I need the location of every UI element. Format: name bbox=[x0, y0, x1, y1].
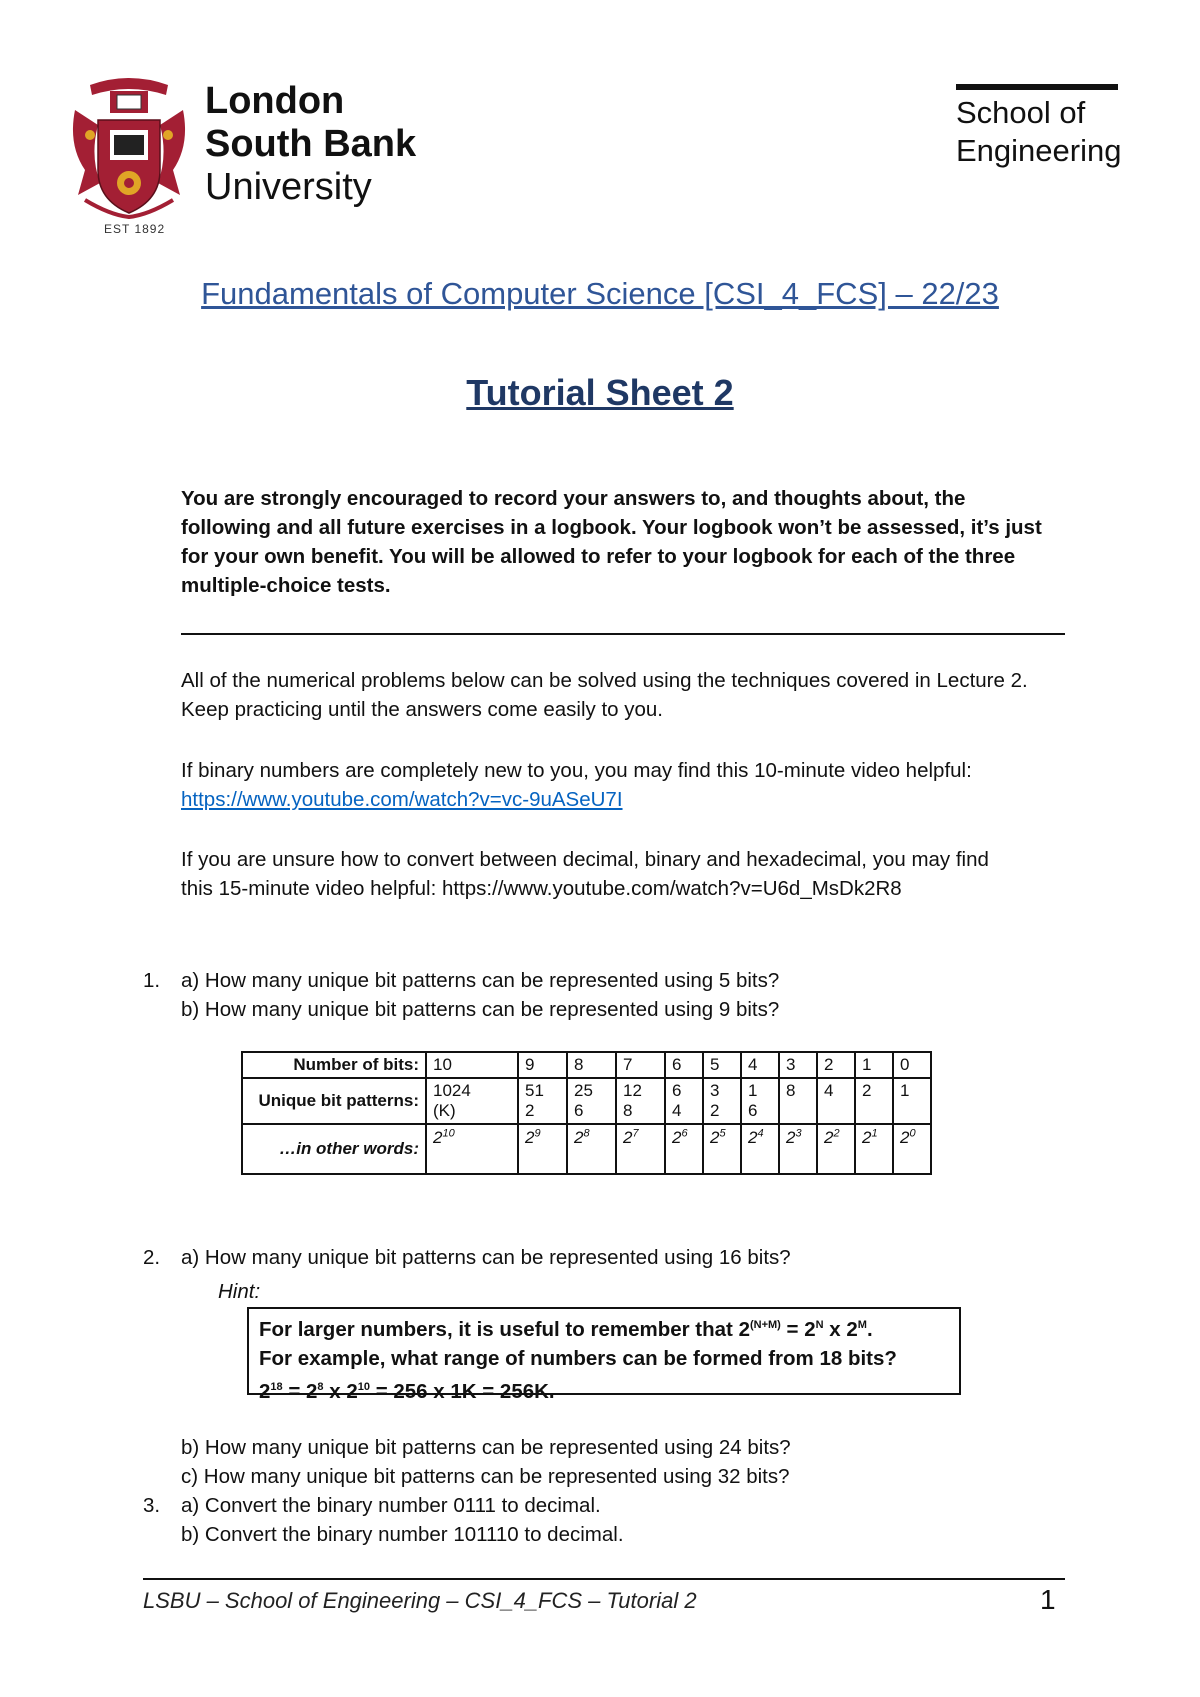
table-row-header: Number of bits: bbox=[242, 1052, 426, 1078]
table-cell: 4 bbox=[817, 1078, 855, 1124]
table-cell: $2^7$ bbox=[616, 1124, 665, 1174]
table-cell: 6 bbox=[665, 1052, 703, 1078]
table-cell: $2^8$ bbox=[567, 1124, 616, 1174]
table-row-bits bbox=[242, 1052, 931, 1078]
tutorial-title: Tutorial Sheet 2 bbox=[466, 372, 734, 413]
table-cell: 1 bbox=[893, 1078, 931, 1124]
table-row-header: …in other words: bbox=[242, 1124, 426, 1174]
school-line-2: Engineering bbox=[956, 133, 1122, 168]
table-cell: $2^3$ bbox=[779, 1124, 817, 1174]
hint-line-1: For larger numbers, it is useful to remember that $2^{(N+M)} = 2^N$ x $2^M$. bbox=[259, 1317, 873, 1341]
table-cell: 0 bbox=[893, 1052, 931, 1078]
table-cell: $2^1$ bbox=[855, 1124, 893, 1174]
school-line-1: School of bbox=[956, 95, 1086, 130]
school-name bbox=[956, 94, 1121, 170]
university-name bbox=[205, 80, 416, 209]
table-cell: 8 bbox=[567, 1052, 616, 1078]
table-cell: $2^{10}$ bbox=[426, 1124, 518, 1174]
footer-text: LSBU – School of Engineering – CSI_4_FCS – Tutorial 2 bbox=[143, 1588, 697, 1613]
table-cell: 25 6 bbox=[567, 1078, 616, 1124]
conversion-video-note-line2: this 15-minute video helpful: https://www.youtube.com/watch?v=U6d_MsDk2R8 bbox=[181, 877, 902, 900]
lecture-note: All of the numerical problems below can be solved using the techniques covered in Lecture 2. Keep practicing until the answers come easily to you. bbox=[181, 669, 1028, 721]
section-divider bbox=[181, 633, 1065, 635]
logbook-instructions: You are strongly encouraged to record your answers to, and thoughts about, the following and all future exercises in a logbook. Your logbook won’t be assessed, it’s just for your own benefit. You will be allowed to refer to your logbook for each of the three multiple-choice tests. bbox=[181, 487, 1042, 597]
table-cell: 8 bbox=[779, 1078, 817, 1124]
conversion-video-note-line1: If you are unsure how to convert between decimal, binary and hexadecimal, you may find bbox=[181, 848, 989, 871]
table-cell: 9 bbox=[518, 1052, 567, 1078]
hint-line-3: $2^{18} = 2^8$ x $2^{10} = 256$ x 1K = 256K. bbox=[259, 1379, 555, 1403]
table-cell: $2^4$ bbox=[741, 1124, 779, 1174]
table-row-header: Unique bit patterns: bbox=[242, 1078, 426, 1124]
bit-patterns-table bbox=[241, 1051, 932, 1175]
question-1a: a) How many unique bit patterns can be represented using 5 bits? bbox=[181, 969, 780, 992]
table-cell: $2^9$ bbox=[518, 1124, 567, 1174]
binary-video-note: If binary numbers are completely new to you, you may find this 10-minute video helpful: bbox=[181, 759, 972, 782]
university-crest-logo bbox=[70, 75, 188, 220]
school-rule bbox=[956, 84, 1118, 90]
table-cell: 10 bbox=[426, 1052, 518, 1078]
table-cell: 2 bbox=[855, 1078, 893, 1124]
table-cell: 2 bbox=[817, 1052, 855, 1078]
question-1-number: 1. bbox=[143, 969, 161, 992]
table-cell: 7 bbox=[616, 1052, 665, 1078]
logo-line-1: London bbox=[205, 80, 345, 122]
question-1b: b) How many unique bit patterns can be represented using 9 bits? bbox=[181, 998, 780, 1021]
table-cell: $2^2$ bbox=[817, 1124, 855, 1174]
table-cell: $2^0$ bbox=[893, 1124, 931, 1174]
table-cell: 3 bbox=[779, 1052, 817, 1078]
established-year: EST 1892 bbox=[104, 222, 166, 236]
question-2a: a) How many unique bit patterns can be represented using 16 bits? bbox=[181, 1246, 791, 1269]
table-cell: 6 4 bbox=[665, 1078, 703, 1124]
course-title: Fundamentals of Computer Science [CSI_4_FCS] – 22/23 bbox=[201, 276, 999, 311]
footer-rule bbox=[143, 1578, 1065, 1580]
table-row-powers bbox=[242, 1124, 931, 1174]
question-2b: b) How many unique bit patterns can be represented using 24 bits? bbox=[181, 1436, 791, 1459]
table-cell: $2^6$ bbox=[665, 1124, 703, 1174]
page-number: 1 bbox=[1040, 1584, 1056, 1615]
binary-video-link[interactable]: https://www.youtube.com/watch?v=vc-9uASeU7I bbox=[181, 788, 623, 811]
logo-line-2: South Bank bbox=[205, 123, 417, 165]
table-cell: 5 bbox=[703, 1052, 741, 1078]
table-cell: 3 2 bbox=[703, 1078, 741, 1124]
table-cell: 1024 (K) bbox=[426, 1078, 518, 1124]
hint-line-2: For example, what range of numbers can be formed from 18 bits? bbox=[259, 1346, 897, 1370]
question-3-number: 3. bbox=[143, 1494, 161, 1517]
question-3b: b) Convert the binary number 101110 to decimal. bbox=[181, 1523, 624, 1546]
table-cell: 1 bbox=[855, 1052, 893, 1078]
table-cell: 1 6 bbox=[741, 1078, 779, 1124]
question-3a: a) Convert the binary number 0111 to decimal. bbox=[181, 1494, 601, 1517]
table-cell: 12 8 bbox=[616, 1078, 665, 1124]
question-2-number: 2. bbox=[143, 1246, 161, 1269]
hint-label: Hint: bbox=[218, 1280, 261, 1303]
hint-box bbox=[247, 1307, 961, 1403]
table-cell: 4 bbox=[741, 1052, 779, 1078]
table-row-patterns bbox=[242, 1078, 931, 1124]
logo-line-3: University bbox=[205, 166, 372, 208]
table-cell: $2^5$ bbox=[703, 1124, 741, 1174]
table-cell: 51 2 bbox=[518, 1078, 567, 1124]
question-2c: c) How many unique bit patterns can be represented using 32 bits? bbox=[181, 1465, 790, 1488]
